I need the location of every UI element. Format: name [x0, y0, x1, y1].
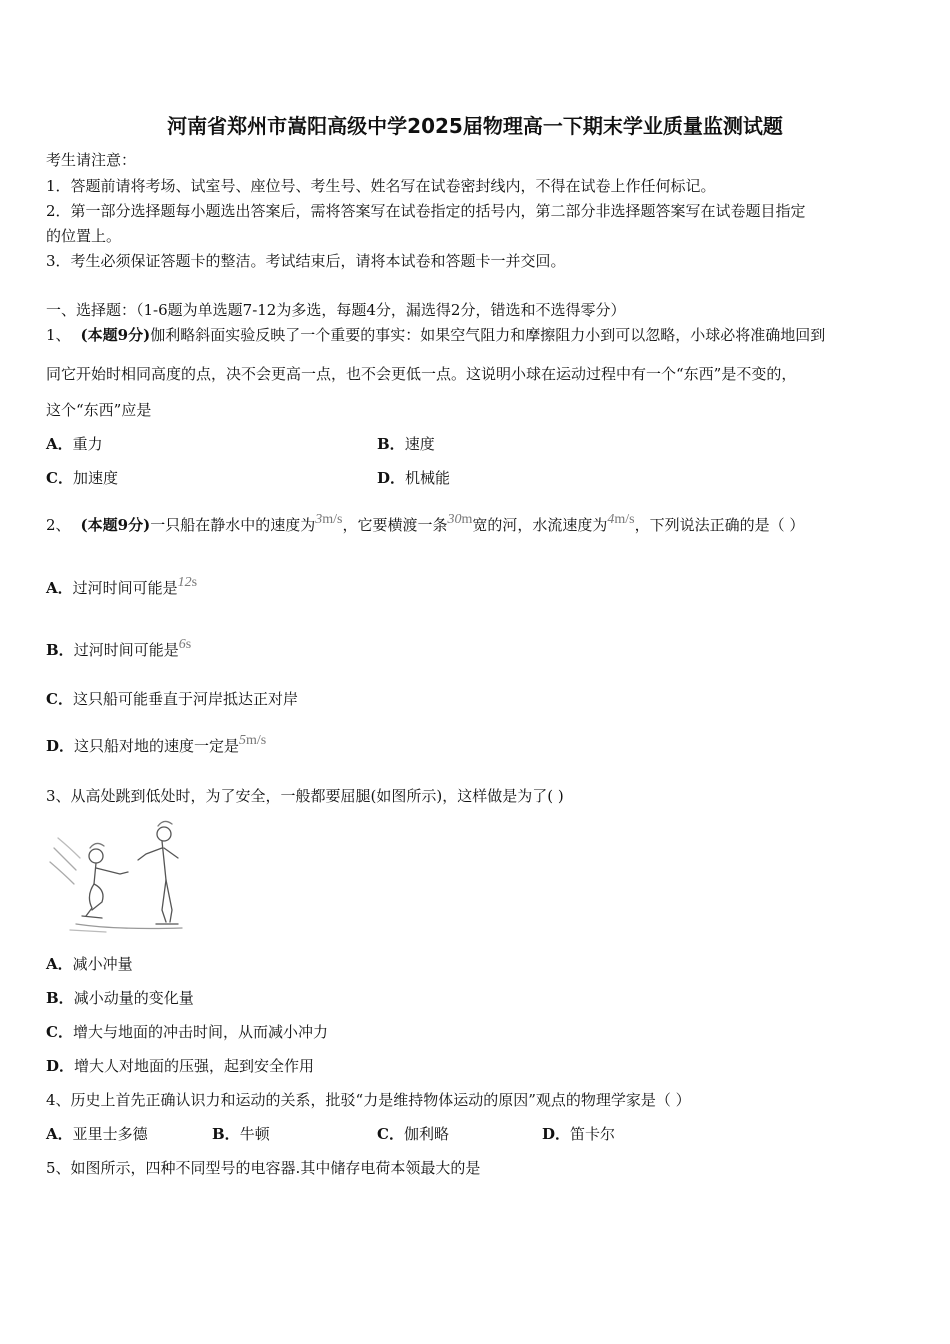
option-b[interactable]: B．速度 [377, 435, 435, 453]
notice-item: 2．第一部分选择题每小题选出答案后，需将答案写在试卷指定的括号内，第二部分非选择题答案写在试卷题目指定 [46, 202, 806, 220]
notice-item: 的位置上。 [46, 227, 122, 245]
question-number: 2、 [46, 516, 71, 534]
option-c[interactable]: C．增大与地面的冲击时间，从而减小冲力 [46, 1023, 328, 1041]
notice-item: 3．考生必须保证答题卡的整洁。考试结束后，请将本试卷和答题卡一并交回。 [46, 252, 566, 270]
question-text: 这个“东西”应是 [46, 401, 152, 419]
question-number: 1、 [46, 326, 71, 344]
option-d[interactable]: D．机械能 [377, 469, 451, 487]
question-text: 同它开始时相同高度的点，决不会更高一点，也不会更低一点。这说明小球在运动过程中有一个“东西”是不变的， [46, 365, 797, 383]
jumping-figure-image [46, 818, 186, 936]
option-b[interactable]: B．牛顿 [212, 1125, 270, 1143]
option-c[interactable]: C．伽利略 [377, 1125, 449, 1143]
question-5: 5、如图所示，四种不同型号的电容器.其中储存电荷本领最大的是 [46, 1159, 481, 1177]
question-tag: (本题9分) [80, 516, 151, 534]
option-a[interactable]: A．重力 [46, 435, 103, 453]
option-d[interactable]: D．增大人对地面的压强，起到安全作用 [46, 1057, 315, 1075]
question-4: 4、历史上首先正确认识力和运动的关系，批驳“力是维持物体运动的原因”观点的物理学家是（ ） [46, 1091, 691, 1109]
math-river-width: 30m [447, 512, 473, 527]
page-title: 河南省郑州市嵩阳高级中学2025届物理高一下期末学业质量监测试题 [167, 114, 783, 138]
option-d[interactable]: D．笛卡尔 [542, 1125, 616, 1143]
option-a[interactable]: A．减小冲量 [46, 955, 133, 973]
notice-item: 1．答题前请将考场、试室号、座位号、考生号、姓名写在试卷密封线内，不得在试卷上作任何标记。 [46, 177, 716, 195]
option-c[interactable]: C．这只船可能垂直于河岸抵达正对岸 [46, 690, 298, 708]
question-2: 2、 (本题9分)一只船在静水中的速度为3m/s，它要横渡一条30m宽的河，水流速度为4m/s，下列说法正确的是（ ） [46, 512, 805, 534]
section-heading: 一、选择题：（1-6题为单选题7-12为多选，每题4分，漏选得2分，错选和不选得零分） [46, 301, 626, 319]
math-time-6: 6s [178, 637, 192, 652]
option-d[interactable]: D．这只船对地的速度一定是5m/s [46, 733, 267, 755]
math-time-12: 12s [177, 575, 198, 590]
option-b[interactable]: B．减小动量的变化量 [46, 989, 194, 1007]
question-3: 3、从高处跳到低处时，为了安全，一般都要屈腿(如图所示)，这样做是为了( ) [46, 787, 564, 805]
math-speed-still: 3m/s [315, 512, 343, 527]
option-c[interactable]: C．加速度 [46, 469, 118, 487]
question-text: 伽利略斜面实验反映了一个重要的事实：如果空气阻力和摩擦阻力小到可以忽略，小球必将准确地回到 [150, 326, 826, 344]
question-1 [46, 328, 825, 343]
math-current-speed: 4m/s [607, 512, 635, 527]
option-a[interactable]: A．过河时间可能是12s [46, 575, 198, 597]
option-b[interactable]: B．过河时间可能是6s [46, 637, 192, 659]
math-speed-5: 5m/s [239, 733, 267, 748]
option-a[interactable]: A．亚里士多德 [46, 1125, 148, 1143]
notice-heading: 考生请注意： [46, 151, 137, 169]
question-tag: (本题9分) [80, 326, 151, 344]
